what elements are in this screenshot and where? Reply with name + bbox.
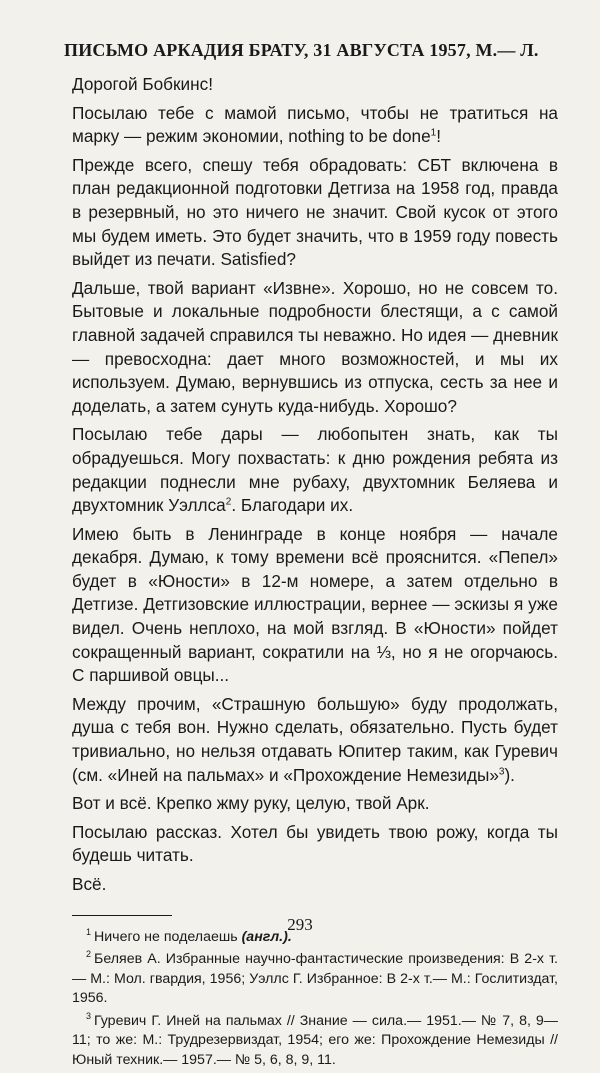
letter-paragraph bbox=[72, 423, 558, 517]
footnote-ref: 3 bbox=[498, 765, 505, 777]
letter-paragraph: Прежде всего, спешу тебя обрадовать: СБТ включена в план редакционной подготовки Детгиза на 1958 год, правда в резервный, но это ничего не значит. Свой кусок от этого мы будем иметь. Это будет значить, что в 1959 году повесть выйдет из печати. Satisfied? bbox=[72, 154, 558, 270]
page-title: ПИСЬМО АРКАДИЯ БРАТУ, 31 АВГУСТА 1957, М.— Л. bbox=[64, 40, 539, 60]
footnote-ref: 1 bbox=[430, 127, 437, 139]
letter-paragraph bbox=[72, 693, 558, 787]
letter-paragraph-text: Между прочим, «Страшную большую» буду продолжать, душа с тебя вон. Нужно сделать, обязательно. Пусть будет тривиально, но нельзя отдавать Юпитер таким, как Гуревич (см. «Иней на пальмах» и «Прохождение Немезиды» bbox=[72, 693, 558, 785]
footnote-ref: 2 bbox=[225, 496, 232, 508]
letter-paragraph: Имею быть в Ленинграде в конце ноября — начале декабря. Думаю, к тому времени всё прояснится. «Пепел» будет в «Юности» в 12-м номере, а затем отдельно в Детгизе. Детгизовские иллюстрации, вернее — эскизы я уже видел. Очень неплохо, на мой взгляд. В «Юности» пойдет сокращенный вариант, сократили на ⅓, но я не огорчаюсь. С паршивой овцы... bbox=[72, 523, 558, 686]
letter-paragraph: Вот и всё. Крепко жму руку, целую, твой Арк. bbox=[72, 793, 430, 814]
letter-paragraph-tail: ). bbox=[504, 764, 515, 785]
letter-paragraph-text: Посылаю тебе дары — любопытен знать, как ты обрадуешься. Могу похвастать: к дню рождения ребята из редакции поднесли мне рубаху, двухтомник Беляева и двухтомник Уэллса bbox=[72, 424, 558, 516]
letter-paragraph-tail: ! bbox=[436, 126, 441, 147]
footnote-text: Беляев А. Избранные научно-фантастические произведения: В 2-х т.— М.: Мол. гвардия, 1956; Уэллс Г. Избранное: В 2-х т.— М.: Гослитиздат, 1956. bbox=[72, 951, 558, 1007]
footnote-emphasis: (англ.). bbox=[241, 928, 292, 945]
footnote bbox=[72, 1012, 558, 1071]
letter-paragraph: Дальше, твой вариант «Извне». Хорошо, но не совсем то. Бытовые и локальные подробности блестящи, а с самой главной задачей справился ты неважно. Но идея — дневник — превосходна: дает много возможностей, и мы их используем. Думаю, вернувшись из отпуска, сесть за нее и доделать, а затем сунуть куда-нибудь. Хорошо? bbox=[72, 277, 558, 416]
letter-paragraph-text: Посылаю тебе с мамой письмо, чтобы не тратиться на марку — режим экономии, nothing to be done bbox=[72, 102, 558, 147]
footnote-number: 3 bbox=[86, 1010, 92, 1021]
footnote-number: 2 bbox=[86, 949, 92, 960]
letter-paragraph: Посылаю рассказ. Хотел бы увидеть твою рожу, когда ты будешь читать. bbox=[72, 821, 558, 866]
footnote-text: Ничего не поделаешь bbox=[94, 928, 242, 945]
page-number: 293 bbox=[287, 915, 313, 934]
letter-paragraph-tail: . Благодари их. bbox=[231, 495, 354, 516]
footnotes bbox=[72, 928, 558, 1071]
footnote-text: Гуревич Г. Иней на пальмах // Знание — сила.— 1951.— № 7, 8, 9—11; то же: М.: Трудрезервиздат, 1954; его же: Прохождение Немезиды // Юный техник.— 1957.— № 5, 6, 8, 9, 11. bbox=[72, 1012, 558, 1068]
letter-body bbox=[72, 73, 558, 897]
footnote bbox=[72, 950, 558, 1009]
letter-paragraph: Всё. bbox=[72, 874, 107, 894]
letter-paragraph bbox=[72, 102, 558, 149]
footnote-number: 1 bbox=[86, 926, 92, 937]
letter-greeting: Дорогой Бобкинс! bbox=[72, 74, 213, 94]
